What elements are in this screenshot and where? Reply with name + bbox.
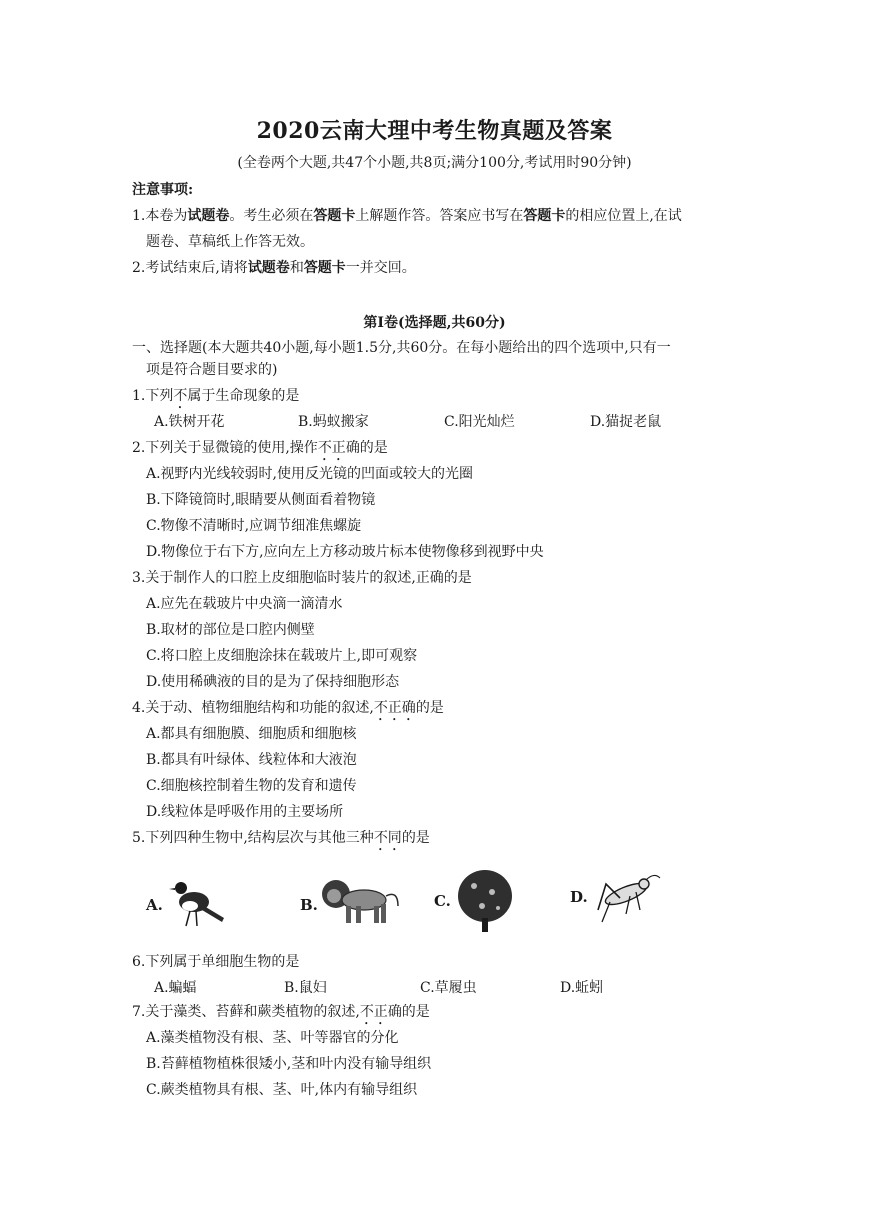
notice-heading: 注意事项: <box>132 182 194 198</box>
question-1-option-b: B.蚂蚁搬家 <box>298 414 369 430</box>
question-7-option-a: A.藻类植物没有根、茎、叶等器官的分化 <box>146 1030 399 1046</box>
page-subtitle: (全卷两个大题,共47个小题,共8页;满分100分,考试用时90分钟) <box>237 155 632 171</box>
stem-emphasis: 不正 <box>317 440 346 456</box>
stem-text: 4.关于动、植物细胞结构和功能的叙述, <box>132 700 374 716</box>
stem-emphasis: 不 <box>173 388 188 404</box>
notice-bold: 答题卡 <box>313 208 356 224</box>
question-3-stem: 3.关于制作人的口腔上皮细胞临时装片的叙述,正确的是 <box>132 570 472 586</box>
question-6-option-b: B.鼠妇 <box>284 980 327 996</box>
notice-bold: 答题卡 <box>523 208 566 224</box>
question-7-stem <box>132 1002 430 1028</box>
stem-text: 的是 <box>415 700 444 716</box>
question-1-stem <box>132 386 299 412</box>
part-instructions: 一、选择题(本大题共40小题,每小题1.5分,共60分。在每小题给出的四个选项中,只有一 <box>132 340 671 356</box>
question-4-option-d: D.线粒体是呼吸作用的主要场所 <box>146 804 344 820</box>
notice-text: 1.本卷为 <box>132 208 188 224</box>
question-5-label-d: D. <box>570 888 588 906</box>
question-5-stem <box>132 828 430 854</box>
question-6-option-a: A.蝙蝠 <box>154 980 197 996</box>
notice-bold: 试题卷 <box>187 208 230 224</box>
stem-text: 确的是 <box>387 1004 430 1020</box>
question-1-option-c: C.阳光灿烂 <box>444 414 515 430</box>
question-7-option-c: C.蕨类植物具有根、茎、叶,体内有输导组织 <box>146 1082 418 1098</box>
stem-text: 属于生命现象的是 <box>187 388 300 404</box>
question-4-option-a: A.都具有细胞膜、细胞质和细胞核 <box>146 726 357 742</box>
question-1-option-d: D.猫捉老鼠 <box>590 414 662 430</box>
stem-text: 7.关于藻类、苔藓和蕨类植物的叙述, <box>132 1004 360 1020</box>
question-5-label-c: C. <box>434 892 451 910</box>
question-7-option-b: B.苔藓植物植株很矮小,茎和叶内没有输导组织 <box>146 1056 432 1072</box>
tree-icon <box>454 868 516 934</box>
question-2-option-c: C.物像不清晰时,应调节细准焦螺旋 <box>146 518 362 534</box>
notice-text: 的相应位置上,在试 <box>565 208 682 224</box>
stem-emphasis: 不正确 <box>373 700 416 716</box>
page-title: 2020云南大理中考生物真题及答案 <box>256 118 613 144</box>
bird-icon <box>166 876 228 930</box>
question-6-stem: 6.下列属于单细胞生物的是 <box>132 954 300 970</box>
grasshopper-icon <box>590 870 662 928</box>
notice-item-2 <box>132 258 416 278</box>
notice-text: 上解题作答。答案应书写在 <box>355 208 524 224</box>
notice-bold: 答题卡 <box>303 260 346 276</box>
notice-text: 一并交回。 <box>345 260 416 276</box>
question-6-option-c: C.草履虫 <box>420 980 477 996</box>
question-6-option-d: D.蚯蚓 <box>560 980 604 996</box>
question-5-label-b: B. <box>300 896 318 914</box>
question-4-option-c: C.细胞核控制着生物的发育和遗传 <box>146 778 357 794</box>
stem-text: 的是 <box>401 830 430 846</box>
question-2-stem <box>132 438 388 464</box>
lion-icon <box>318 876 402 926</box>
question-3-option-c: C.将口腔上皮细胞涂抹在载玻片上,即可观察 <box>146 648 418 664</box>
notice-text: 。考生必须在 <box>229 208 314 224</box>
question-4-option-b: B.都具有叶绿体、线粒体和大液泡 <box>146 752 357 768</box>
section-title: 第Ⅰ卷(选择题,共60分) <box>363 315 506 331</box>
notice-bold: 试题卷 <box>247 260 290 276</box>
stem-emphasis: 不同 <box>373 830 402 846</box>
stem-text: 5.下列四种生物中,结构层次与其他三种 <box>132 830 374 846</box>
question-1-option-a: A.铁树开花 <box>154 414 225 430</box>
question-4-stem <box>132 698 444 724</box>
question-3-option-a: A.应先在载玻片中央滴一滴清水 <box>146 596 343 612</box>
question-2-option-b: B.下降镜筒时,眼睛要从侧面看着物镜 <box>146 492 376 508</box>
part-instructions-cont: 项是符合题目要求的) <box>146 362 278 378</box>
question-3-option-b: B.取材的部位是口腔内侧壁 <box>146 622 315 638</box>
stem-text: 1.下列 <box>132 388 174 404</box>
question-3-option-d: D.使用稀碘液的目的是为了保持细胞形态 <box>146 674 400 690</box>
question-5-label-a: A. <box>146 896 163 914</box>
notice-item-1-cont: 题卷、草稿纸上作答无效。 <box>146 234 314 250</box>
notice-text: 和 <box>289 260 304 276</box>
question-2-option-d: D.物像位于右下方,应向左上方移动玻片标本使物像移到视野中央 <box>146 544 544 560</box>
stem-text: 2.下列关于显微镜的使用,操作 <box>132 440 318 456</box>
notice-text: 2.考试结束后,请将 <box>132 260 248 276</box>
stem-emphasis: 不正 <box>359 1004 388 1020</box>
question-2-option-a: A.视野内光线较弱时,使用反光镜的凹面或较大的光圈 <box>146 466 474 482</box>
stem-text: 确的是 <box>345 440 388 456</box>
notice-item-1 <box>132 206 682 226</box>
